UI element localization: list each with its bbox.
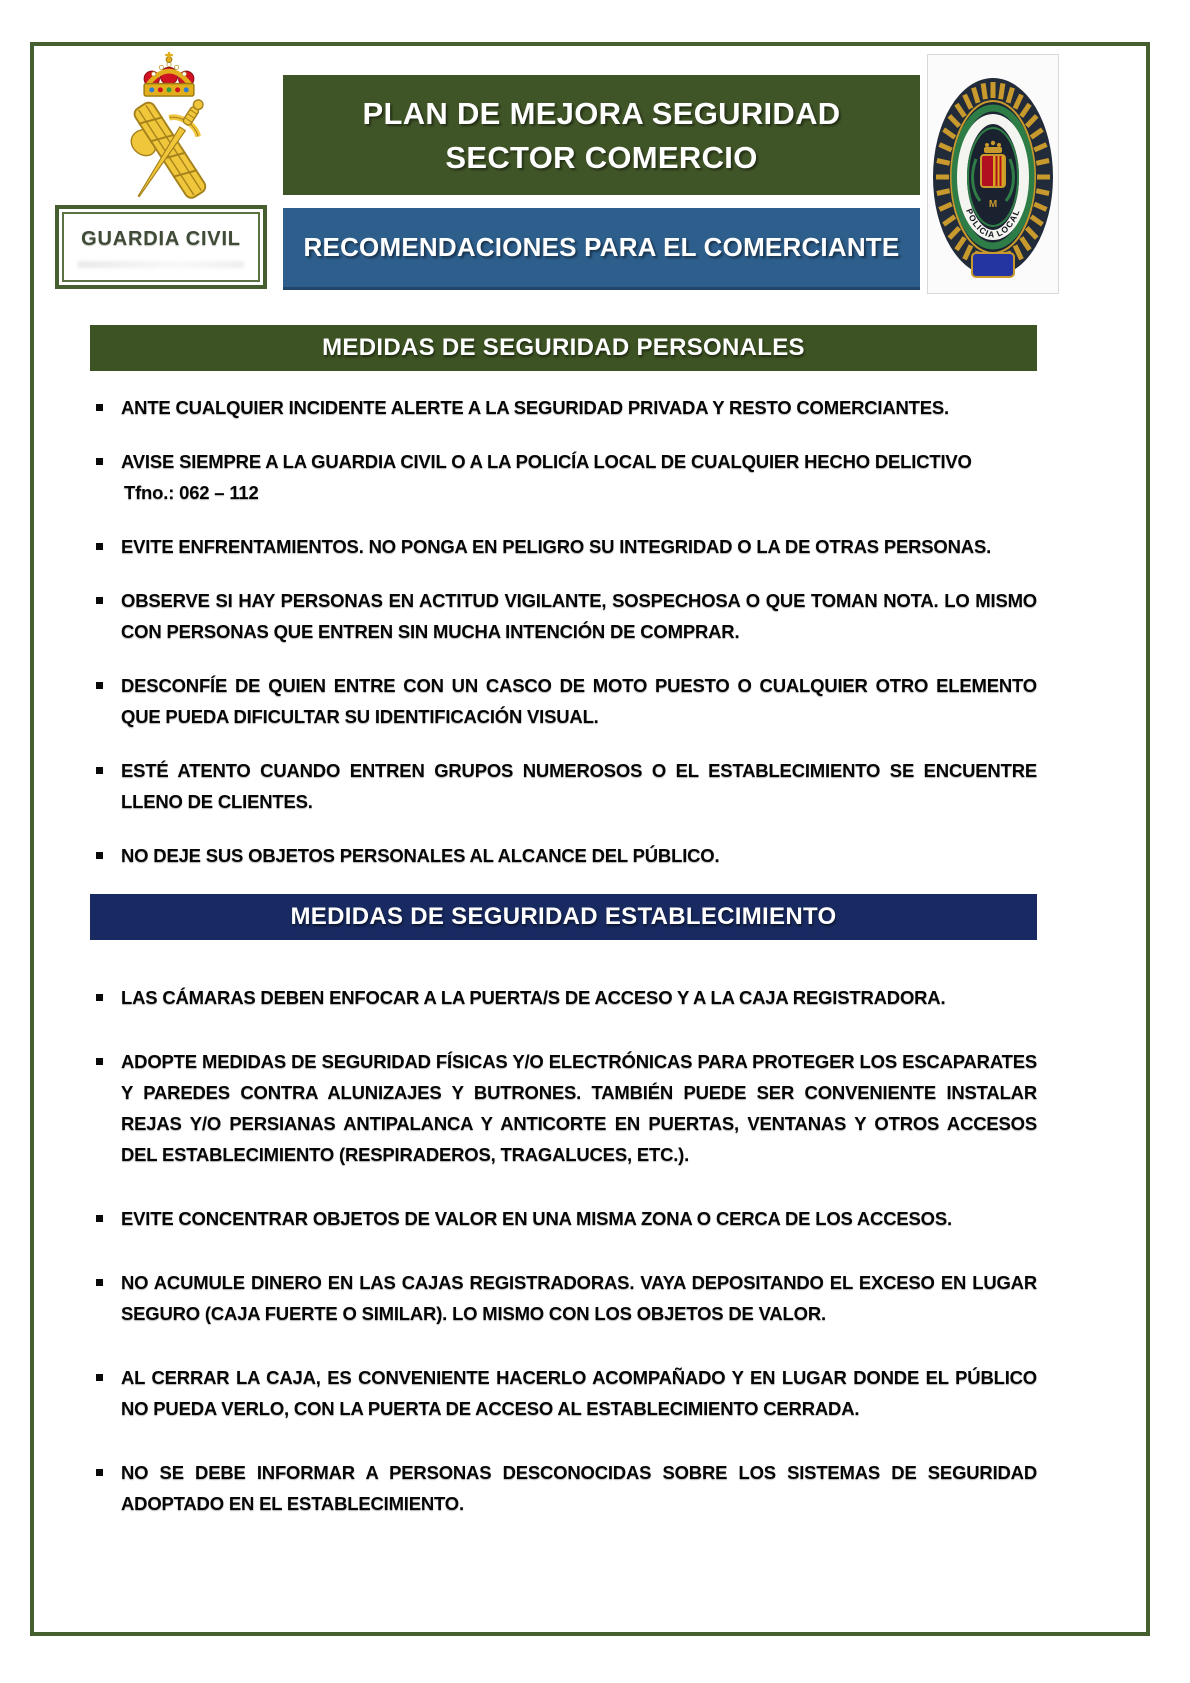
list-item [90,1457,1037,1519]
policia-local-badge-icon [928,55,1058,293]
title-banner [283,75,920,195]
subtitle-text: RECOMENDACIONES PARA EL COMERCIANTE [303,232,900,262]
square-bullet-icon [96,852,103,859]
list-item [90,446,1037,508]
badge-banner [972,253,1014,277]
list-item [90,1267,1037,1329]
guardia-civil-label-inner-border [62,212,260,282]
section-items [90,982,1037,1519]
item-text: OBSERVE SI HAY PERSONAS EN ACTITUD VIGILANTE, SOSPECHOSA O QUE TOMAN NOTA. LO MISMO CON PERSONAS QUE ENTREN SIN MUCHA INTENCIÓN DE COMPRAR. [121,590,1037,642]
list-item [90,1362,1037,1424]
item-body [121,1046,1037,1170]
faded-scan-text [78,261,244,268]
list-item [90,1046,1037,1170]
item-text: ANTE CUALQUIER INCIDENTE ALERTE A LA SEGURIDAD PRIVADA Y RESTO COMERCIANTES. [121,397,949,418]
item-text: AL CERRAR LA CAJA, ES CONVENIENTE HACERLO ACOMPAÑADO Y EN LUGAR DONDE EL PÚBLICO NO PUEDA VERLO, CON LA PUERTA DE ACCESO AL ESTABLECIMIENTO CERRADA. [121,1367,1037,1419]
guardia-civil-label-box [55,205,267,289]
list-item [90,840,1037,871]
policia-local-badge-svg [928,55,1058,293]
sections-container [90,325,1037,1552]
title-line1: PLAN DE MEJORA SEGURIDAD [362,96,841,131]
org-label: GUARDIA CIVIL [81,228,241,250]
item-body [121,755,1037,817]
item-body [121,1362,1037,1424]
item-text: NO DEJE SUS OBJETOS PERSONALES AL ALCANCE DEL PÚBLICO. [121,845,720,866]
section-heading: MEDIDAS DE SEGURIDAD PERSONALES [90,325,1037,371]
list-item [90,392,1037,423]
badge-band-text: POLICIA LOCAL [964,207,1022,240]
square-bullet-icon [96,1374,103,1381]
item-text: NO SE DEBE INFORMAR A PERSONAS DESCONOCIDAS SOBRE LOS SISTEMAS DE SEGURIDAD ADOPTADO EN EL ESTABLECIMIENTO. [121,1462,1037,1514]
item-body [121,982,1037,1013]
item-body [121,531,1037,562]
square-bullet-icon [96,404,103,411]
item-text: LAS CÁMARAS DEBEN ENFOCAR A LA PUERTA/S DE ACCESO Y A LA CAJA REGISTRADORA. [121,987,946,1008]
item-body [121,1457,1037,1519]
item-text: DESCONFÍE DE QUIEN ENTRE CON UN CASCO DE MOTO PUESTO O CUALQUIER OTRO ELEMENTO QUE PUEDA DIFICULTAR SU IDENTIFICACIÓN VISUAL. [121,675,1037,727]
item-body [121,392,1037,423]
item-text: ESTÉ ATENTO CUANDO ENTREN GRUPOS NUMEROSOS O EL ESTABLECIMIENTO SE ENCUENTRE LLENO DE CLIENTES. [121,760,1037,812]
item-text: EVITE CONCENTRAR OBJETOS DE VALOR EN UNA MISMA ZONA O CERCA DE LOS ACCESOS. [121,1208,952,1229]
square-bullet-icon [96,682,103,689]
list-item [90,531,1037,562]
item-text: ADOPTE MEDIDAS DE SEGURIDAD FÍSICAS Y/O ELECTRÓNICAS PARA PROTEGER LOS ESCAPARATES Y PAREDES CONTRA ALUNIZAJES Y BUTRONES. TAMBIÉN PUEDE SER CONVENIENTE INSTALAR REJAS Y/O PERSIANAS ANTIPALANCA Y ANTICORTE EN PUERTAS, VENTANAS Y OTROS ACCESOS DEL ESTABLECIMIENTO (RESPIRADEROS, TRAGALUCES, ETC.). [121,1051,1037,1165]
square-bullet-icon [96,1215,103,1222]
item-body [121,1267,1037,1329]
list-item [90,1203,1037,1234]
square-bullet-icon [96,597,103,604]
square-bullet-icon [96,543,103,550]
list-item [90,585,1037,647]
list-item [90,670,1037,732]
item-body [121,1203,1037,1234]
item-body [121,840,1037,871]
guardia-civil-emblem-svg [95,52,243,210]
list-item [90,982,1037,1013]
square-bullet-icon [96,767,103,774]
subtitle-banner [283,208,920,290]
phone-note: Tfno.: 062 – 112 [124,482,259,503]
list-item [90,755,1037,817]
guardia-civil-emblem-icon [95,52,243,210]
crown-icon [144,52,194,96]
square-bullet-icon [96,994,103,1001]
section-2 [90,894,1037,1519]
item-text: AVISE SIEMPRE A LA GUARDIA CIVIL O A LA POLICÍA LOCAL DE CUALQUIER HECHO DELICTIVO [121,451,972,472]
square-bullet-icon [96,1058,103,1065]
item-text: NO ACUMULE DINERO EN LAS CAJAS REGISTRADORAS. VAYA DEPOSITANDO EL EXCESO EN LUGAR SEGURO (CAJA FUERTE O SIMILAR). LO MISMO CON LOS OBJETOS DE VALOR. [121,1272,1037,1324]
item-text: EVITE ENFRENTAMIENTOS. NO PONGA EN PELIGRO SU INTEGRIDAD O LA DE OTRAS PERSONAS. [121,536,992,557]
item-body [121,585,1037,647]
square-bullet-icon [96,458,103,465]
square-bullet-icon [96,1279,103,1286]
svg-text:M: M [988,199,998,210]
item-body [121,446,1037,508]
item-body [121,670,1037,732]
square-bullet-icon [96,1469,103,1476]
section-items [90,392,1037,871]
section-heading: MEDIDAS DE SEGURIDAD ESTABLECIMIENTO [90,894,1037,940]
section-1 [90,325,1037,871]
title-line2: SECTOR COMERCIO [445,140,758,175]
